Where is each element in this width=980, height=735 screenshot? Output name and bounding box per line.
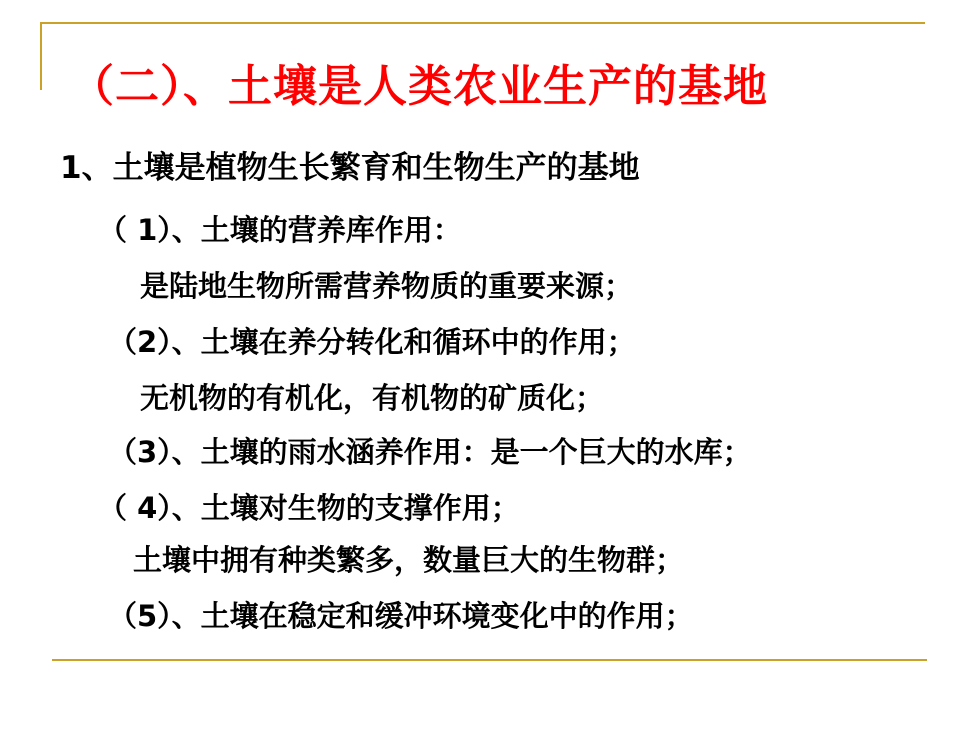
body-line-4: （2）、土壤在养分转化和循环中的作用；	[108, 325, 636, 359]
body-line-2: （ 1）、土壤的营养库作用：	[98, 213, 462, 247]
body-line-6: （3）、土壤的雨水涵养作用：是一个巨大的水库；	[108, 435, 752, 469]
body-line-3: 是陆地生物所需营养物质的重要来源；	[140, 269, 634, 303]
left-rule-divider	[40, 22, 42, 90]
body-line-7: （ 4）、土壤对生物的支撑作用；	[98, 491, 520, 525]
slide-title: （二）、土壤是人类农业生产的基地	[70, 61, 768, 112]
body-line-9: （5）、土壤在稳定和缓冲环境变化中的作用；	[108, 599, 694, 633]
body-line-5: 无机物的有机化，有机物的矿质化；	[140, 381, 605, 415]
body-line-1: 1、土壤是植物生长繁育和生物生产的基地	[60, 150, 640, 186]
body-line-8: 土壤中拥有种类繁多，数量巨大的生物群；	[133, 543, 685, 577]
bottom-rule-divider	[52, 659, 927, 661]
top-rule-divider	[40, 22, 925, 24]
